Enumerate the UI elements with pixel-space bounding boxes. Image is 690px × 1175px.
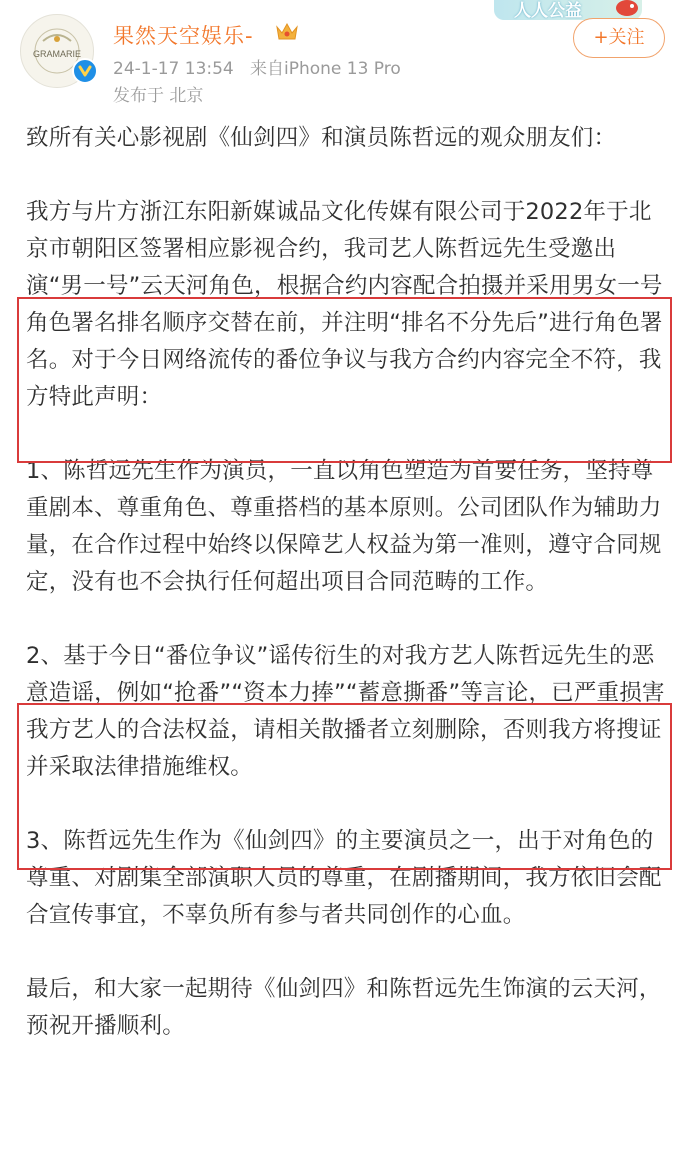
- timestamp: 24-1-17 13:54: [113, 59, 234, 79]
- verified-badge-icon: [72, 58, 98, 84]
- closing-paragraph: 最后，和大家一起期待《仙剑四》和陈哲远先生饰演的云天河，预祝开播顺利。: [26, 976, 662, 1039]
- greeting-paragraph: 致所有关心影视剧《仙剑四》和演员陈哲远的观众朋友们：: [26, 125, 617, 151]
- statement-item-3: 3、陈哲远先生作为《仙剑四》的主要演员之一，出于对角色的尊重、对剧集全部演职人员的尊重，在剧播期间，我方依旧会配合宣传事宜，不辜负所有参与者共同创作的心血。: [26, 828, 662, 928]
- post-header: [0, 0, 690, 110]
- crown-icon: [274, 18, 300, 44]
- highlight-box-contract: [17, 297, 672, 463]
- follow-button[interactable]: +关注: [573, 18, 665, 58]
- avatar-logo-text: GRAMARIE: [32, 49, 82, 59]
- statement-paragraph: 我方与片方浙江东阳新媒诚品文化传媒有限公司于2022年于北京市朝阳区签署相应影视合约，我司艺人陈哲远先生受邀出演“男一号”云天河角色，根据合约内容配合拍摄并采用男女一号角色署名排名顺序交替在前，并注明“排名不分先后”进行角色署名。对于今日网络流传的番位争议与我方合约内容完全不符，我方特此声明：: [26, 199, 663, 410]
- post-source: 来自iPhone 13 Pro: [249, 59, 401, 79]
- statement-item-1: 1、陈哲远先生作为演员，一直以角色塑造为首要任务，坚持尊重剧本、尊重角色、尊重搭档的基本原则。公司团队作为辅助力量，在合作过程中始终以保障艺人权益为第一准则，遵守合同规定，没有也不会执行任何超出项目合同范畴的工作。: [26, 458, 662, 595]
- post-location: 发布于 北京: [113, 86, 204, 106]
- highlight-box-rumor: [17, 703, 672, 870]
- banner-text: 人人公益: [514, 1, 582, 20]
- statement-item-2: 2、基于今日“番位争议”谣传衍生的对我方艺人陈哲远先生的恶意造谣，例如“抢番”“资本力捧”“蓄意撕番”等言论，已严重损害我方艺人的合法权益，请相关散播者立刻删除，否则我方将搜证并采取法律措施维权。: [26, 643, 665, 780]
- post-content: [26, 120, 666, 1045]
- username[interactable]: 果然天空娱乐-: [113, 24, 254, 48]
- post-meta-time-source: [113, 54, 401, 79]
